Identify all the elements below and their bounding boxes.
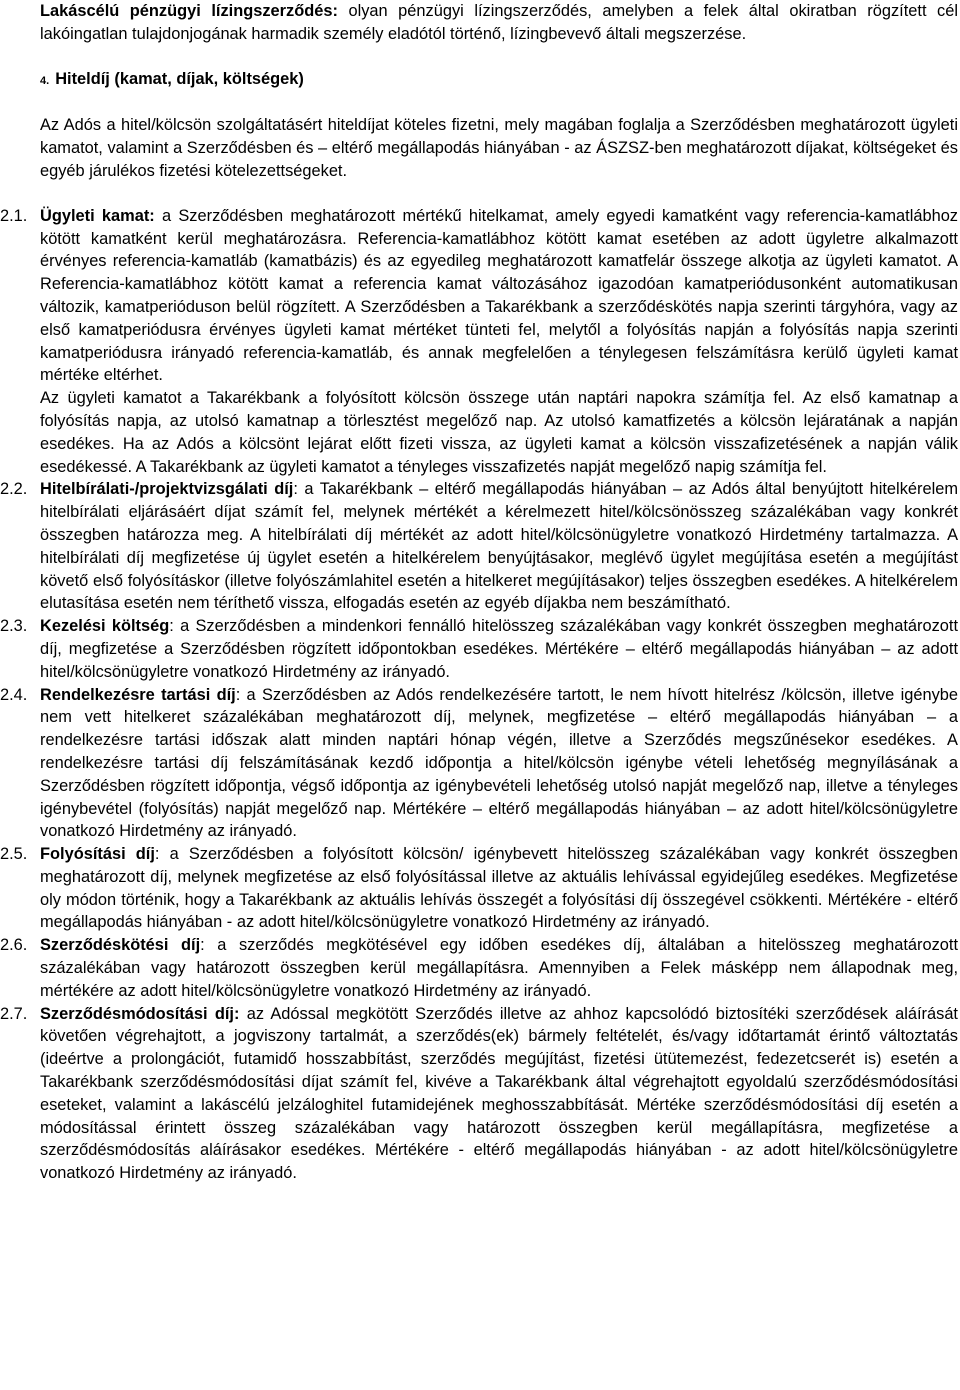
clause-term: Hitelbírálati-/projektvizsgálati díj — [40, 480, 294, 499]
clause-number: 2.7. — [0, 1004, 28, 1023]
clause-paragraph — [40, 478, 958, 615]
clause-paragraph — [40, 1003, 958, 1185]
clause-2-4 — [0, 684, 958, 844]
intro-text: olyan pénzügyi lízingszerződés, amelyben a felek által okiratban rögzített cél lakóingatlan tulajdonjogának harmadik személy eladótól történő, lízingbevevő általi megszerzése. — [40, 2, 958, 43]
clause-paragraph — [40, 205, 958, 387]
clause-number: 2.3. — [0, 617, 28, 636]
clause-2-6 — [0, 934, 958, 1002]
clause-2-2 — [0, 478, 958, 615]
clause-2-7 — [0, 1003, 958, 1185]
clause-number: 2.5. — [0, 845, 28, 864]
clause-text: : a szerződés megkötésével egy időben esedékes díj, általában a hitelösszeg meghatározott százalékában vagy határozott összegben kerül megállapításra. Amennyiben a Felek másképp nem állapodnak meg, mértékére az adott hitel/kölcsönügyletre vonatkozó Hirdetmény az irányadó. — [40, 936, 958, 1000]
clause-text: : a Szerződésben az Adós rendelkezésére tartott, le nem hívott hitelrész /kölcsön, illetve igénybe nem vett hitelkeret százalékában meghatározott díj, melynek, megfizetése – eltérő megállapodás hiányában – a rendelkezésre tartási időszak alatt minden naptári hónap végén, illetve a Szerződés megszűnésekor esedékes. A rendelkezésre tartási díj felszámításának kezdő időpontja a hitel/kölcsön igénybe vételi lehetőség megnyílásának a Szerződésben rögzített időpontja, végső időpontja az igénybevételi lehetőség utolsó napját megelőző nap, illetve a tényleges igénybevétel (folyósítás) napját megelőző nap. Mértékére – eltérő megállapodás hiányában – az adott hitel/kölcsönügyletre vonatkozó Hirdetmény az irányadó. — [40, 685, 958, 841]
clause-2-5 — [0, 843, 958, 934]
section-heading — [40, 68, 958, 93]
clause-number: 2.1. — [0, 206, 28, 225]
clause-paragraph-2: Az ügyleti kamatot a Takarékbank a folyósított kölcsön összege után naptári napokra számítja fel. Az első kamatnap a folyósítás napja, az utolsó kamatnap a törlesztést megelőző nap. Az utolsó kamatfizetés a kölcsön lejáratának a napján esedékes. Ha az Adós a kölcsönt lejárat előtt fizeti vissza, az ügyleti kamat a kölcsön visszafizetésének a napján válik esedékessé. A Takarékbank az ügyleti kamatot a tényleges visszafizetés napját megelőző napig számítja fel. — [40, 389, 958, 476]
clause-paragraph — [40, 684, 958, 844]
clause-paragraph — [40, 843, 958, 934]
clause-text: az Adóssal megkötött Szerződés illetve az ahhoz kapcsolódó biztosítéki szerződések aláírását követően végrehajtott, a jogviszony tartalmát, a szerződés(ek) bármely feltételét, és/vagy időtartamát érintő változtatás (ideértve a prolongációt, futamidő hosszabbítást, szerződés megújítást, fizetési ütütemezést, fedezetcserét is) esetén a Takarékbank szerződésmódosítási díjat számít fel, kivéve a Takarékbank által végrehajtott egyoldalú szerződésmódosítási eseteket, valamint a lakáscélú jelzáloghitel futamidejének meghosszabbítását. Mértéke szerződésmódosítási díj esetén a módosítással érintett összeg százalékában vagy határozott összegben kerül megállapításra, megfizetése a szerződésmódosítás aláírásakor esedékes. Mértékére - eltérő megállapodás hiányában - az adott hitel/kölcsönügyletre vonatkozó Hirdetmény az irányadó. — [40, 1004, 958, 1183]
clause-text: : a Szerződésben a mindenkori fennálló hitelösszeg százalékában vagy konkrét összegben meghatározott díj, megfizetése a Szerződésben rögzített időpontokban esedékes. Mértékére – eltérő megállapodás hiányában – az adott hitel/kölcsönügyletre vonatkozó Hirdetmény az irányadó. — [40, 617, 958, 681]
clause-number: 2.6. — [0, 936, 28, 955]
section-number: 4. — [40, 74, 50, 87]
clause-term: Ügyleti kamat: — [40, 206, 155, 225]
clause-2-3 — [0, 615, 958, 683]
section-body: Az Adós a hitel/kölcsön szolgáltatásért hiteldíjat köteles fizetni, mely magában foglalja a Szerződésben meghatározott ügyleti kamatot, valamint a Szerződésben és – eltérő megállapodás hiányában - az ÁSZSZ-ben meghatározott díjakat, költségeket és egyéb járulékos fizetési kötelezettségeket. — [40, 116, 958, 180]
clause-term: Kezelési költség — [40, 617, 170, 636]
clause-term: Rendelkezésre tartási díj — [40, 685, 236, 704]
clause-2-1 — [0, 205, 958, 479]
clause-term: Folyósítási díj — [40, 845, 155, 864]
clause-term: Szerződéskötési díj — [40, 936, 201, 955]
section-title: Hiteldíj (kamat, díjak, költségek) — [55, 69, 304, 88]
clause-number: 2.2. — [0, 480, 28, 499]
clause-text: : a Szerződésben a folyósított kölcsön/ igénybevett hitelösszeg százalékában vagy konkrét összegben meghatározott díj, melynek megfizetése az első folyósítással illetve az aktuális lehívással egyidejűleg esedékes. Megfizetése oly módon történik, hogy a Takarékbank az aktuális lehívás összegét a folyósítási díj összegével csökkenti. Mértékére - eltérő megállapodás hiányában - az adott hitel/kölcsönügyletre vonatkozó Hirdetmény az irányadó. — [40, 845, 958, 932]
clause-text: : a Takarékbank – eltérő megállapodás hiányában – az Adós által benyújtott hitelkérelem hitelbírálati eljárásáért díjat számít fel, melynek mértékét a kérelmezett hitel/kölcsönösszeg százalékában vagy konkrét összegben határozza meg. A hitelbírálati díj mértékét az adott hitel/kölcsönügyletre vonatkozó Hirdetmény tartalmazza. A hitelbírálati díj megfizetése új ügylet esetén a hitelkérelem benyújtásakor, meglévő ügylet megújítása esetén a megújítást követő első folyósításkor (illetve folyószámlahitel esetén a hitelkeret megújításakor) teljes összegben esedékes. A hitelkérelem elutasítása esetén nem téríthető vissza, elfogadás esetén az egyéb díjakba nem beszámítható. — [40, 480, 958, 613]
clause-paragraph — [40, 934, 958, 1002]
clause-number: 2.4. — [0, 685, 28, 704]
intro-term: Lakáscélú pénzügyi lízingszerződés: — [40, 2, 338, 20]
clause-paragraph — [40, 615, 958, 683]
clause-term: Szerződésmódosítási díj: — [40, 1004, 240, 1023]
clause-text: a Szerződésben meghatározott mértékű hitelkamat, amely egyedi kamatként vagy referencia-kamatlábhoz kötött kamatként kerül meghatározásra. Referencia-kamatlábhoz kötött kamat esetében az adott ügyletre alkalmazott érvényes referencia-kamatláb (kamatbázis) és az egyedileg meghatározott kamatfelár összege alkotja az ügyleti kamatot. A Referencia-kamatlábhoz kötött kamat a referencia kamat változásához igazodóan kamatperiódusonként automatikusan változik, kamatperióduson belül rögzített. A Szerződésben a Takarékbank a szerződéskötés napja szerinti tárgyhóra, vagy az első kamatperiódusra érvényes ügyleti kamat mértéket tünteti fel, melytől a folyósítás napján a folyósítás napja szerinti kamatperiódusra irányadó referencia-kamatláb, és annak megfelelően a ténylegesen felszámításra kerülő ügyleti kamat mértéke eltérhet. — [40, 206, 958, 385]
intro-paragraph — [40, 0, 958, 46]
